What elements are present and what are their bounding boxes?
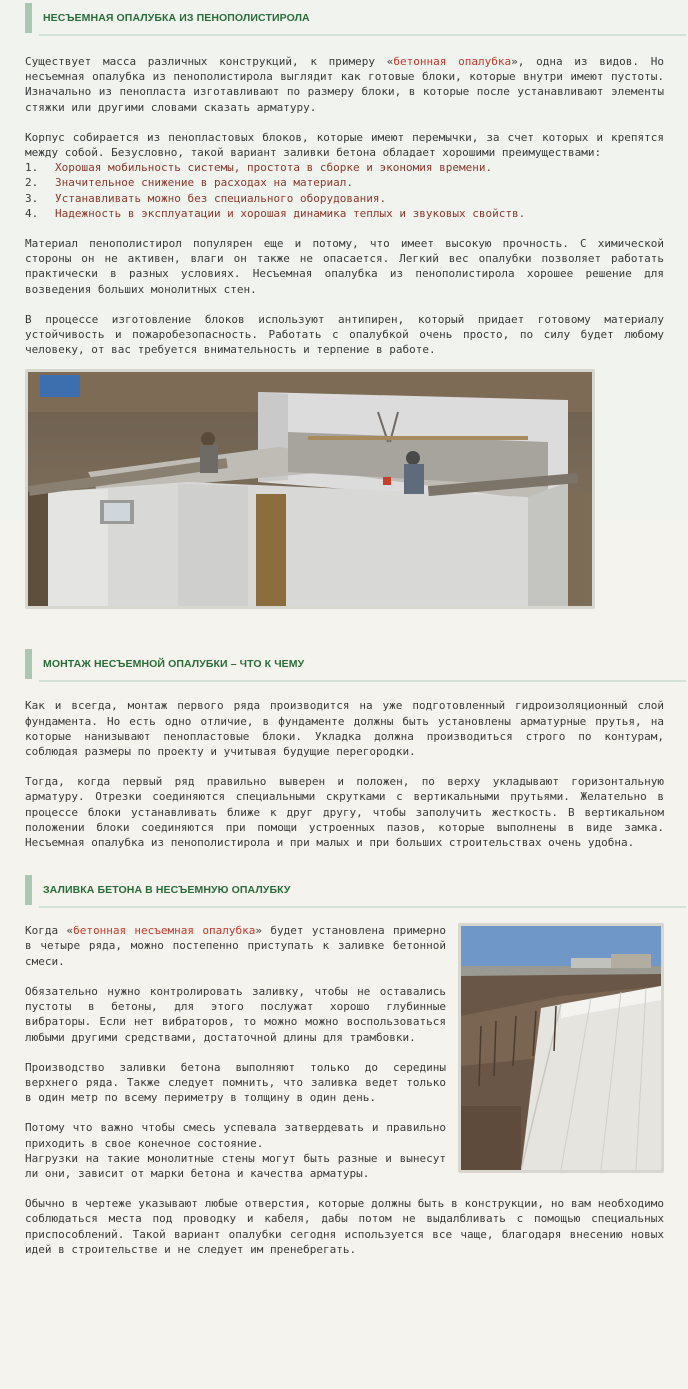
section-title: ЗАЛИВКА БЕТОНА В НЕСЪЕМНУЮ ОПАЛУБКУ xyxy=(43,884,291,897)
list-item: 2. Значительное снижение в расходах на материал. xyxy=(25,176,354,190)
paragraph: Тогда, когда первый ряд правильно выверен и положен, по верху укладывают горизонтальную арматуру. Отрезки соединяются специальными скрутками с вертикальными прутьями. Желательно в процессе блоки устанавливать ближе к друг другу, чтобы заполучить жесткость. В вертикальном положении блоки соединяются при помощи устроенных пазов, которые выполнены в виде замка. Несъемная опалубка из пенополистирола и при малых и при больших строительствах очень удобна. xyxy=(25,775,664,850)
link-fixed-formwork[interactable]: бетонная несъемная опалубка xyxy=(73,924,256,938)
link-concrete-formwork[interactable]: бетонная опалубка xyxy=(393,55,512,68)
list-item: 1. Хорошая мобильность системы, простота в сборке и экономия времени. xyxy=(25,161,493,175)
paragraph: Обязательно нужно контролировать заливку, чтобы не оставались пустоты в бетоны, для этого послужат хорошо глубинные вибраторы. Если нет вибраторов, то можно можно воспользоваться любыми другими средствами, достаточной длины для трамбовки. xyxy=(25,984,446,1044)
paragraph: Материал пенополистирол популярен еще и потому, что имеет высокую прочность. С химической стороны он не активен, влаги он также не опасается. Легкий вес опалубки позволяет работать практически в разных условиях. Несъемная опалубка из пенополистирола хорошее решение для возведения больших монолитных стен. xyxy=(25,237,664,296)
paragraph: Обычно в чертеже указывают любые отверстия, которые должны быть в конструкции, но вам необходимо соблюдаться места под проводку и кабеля, дабы потом не выдалбливать с помощью специальных приспособлений. Такой вариант опалубки сегодня используется все чаще, благодаря внесению новых идей в строительстве и не следует им пренебрегать. xyxy=(25,1197,664,1256)
paragraph: В процессе изготовление блоков используют антипирен, который придает готовому материалу устойчивость и пожаробезопасность. Работать с опалубкой очень просто, по силу будет любому человеку, от вас требуется внимательность и терпение в работе. xyxy=(25,312,664,357)
paragraph: Нагрузки на такие монолитные стены могут быть разные и вынесут ли они, зависит от марки бетона и качества арматуры. xyxy=(25,1151,446,1180)
section-heading-3 xyxy=(25,875,664,905)
wall-photo xyxy=(458,923,664,1173)
paragraph: Как и всегда, монтаж первого ряда производится на уже подготовленный гидроизоляционный слой фундамента. Но есть одно отличие, в фундаменте должны быть установлены арматурные прутья, на которые нанизывают пенопластовые блоки. Укладка должна производиться строго по контурам, соблюдая размеры по проекту и учитывая будущие перегородки. xyxy=(25,699,664,759)
paragraph: Корпус собирается из пенопластовых блоков, которые имеют перемычки, за счет которых и крепятся между собой. Безусловно, такой вариант заливки бетона обладает хорошими преимуществами: xyxy=(25,130,664,160)
foundation-photo xyxy=(25,369,595,609)
paragraph: Существует масса различных конструкций, к примеру «бетонная опалубка», одна из видов. Но несъемная опалубка из пенополистирола выглядит как готовые блоки, которые внутри имеют пустоты. Изначально из пенопласта изготавливают по размеру блоки, в которые после устанавливают элементы стяжки или другими словами сказать арматуру. xyxy=(25,55,664,114)
paragraph: Производство заливки бетона выполняют только до середины верхнего ряда. Также следует помнить, что заливка ведет только в один метр по всему периметру в толщину в один день. xyxy=(25,1060,446,1105)
section-heading-1 xyxy=(25,3,664,33)
advantages-list xyxy=(25,160,664,221)
heading-rule xyxy=(39,34,686,36)
heading-rule xyxy=(39,680,686,682)
paragraph: Когда «бетонная несъемная опалубка» будет установлена примерно в четыре ряда, можно постепенно приступать к заливке бетонной смеси. xyxy=(25,924,447,968)
list-item: 3. Устанавливать можно без специального оборудования. xyxy=(25,191,387,205)
paragraph: Потому что важно чтобы смесь успевала затвердевать и правильно приходить в свое конечное состояние. xyxy=(25,1121,446,1150)
list-item: 4. Надежность в эксплуатации и хорошая динамика теплых и звуковых свойств. xyxy=(25,206,526,220)
section-title: МОНТАЖ НЕСЪЕМНОЙ ОПАЛУБКИ – ЧТО К ЧЕМУ xyxy=(43,658,305,671)
section-title: НЕСЪЕМНАЯ ОПАЛУБКА ИЗ ПЕНОПОЛИСТИРОЛА xyxy=(43,12,310,24)
section-heading-2 xyxy=(25,649,664,679)
heading-rule xyxy=(39,906,686,908)
